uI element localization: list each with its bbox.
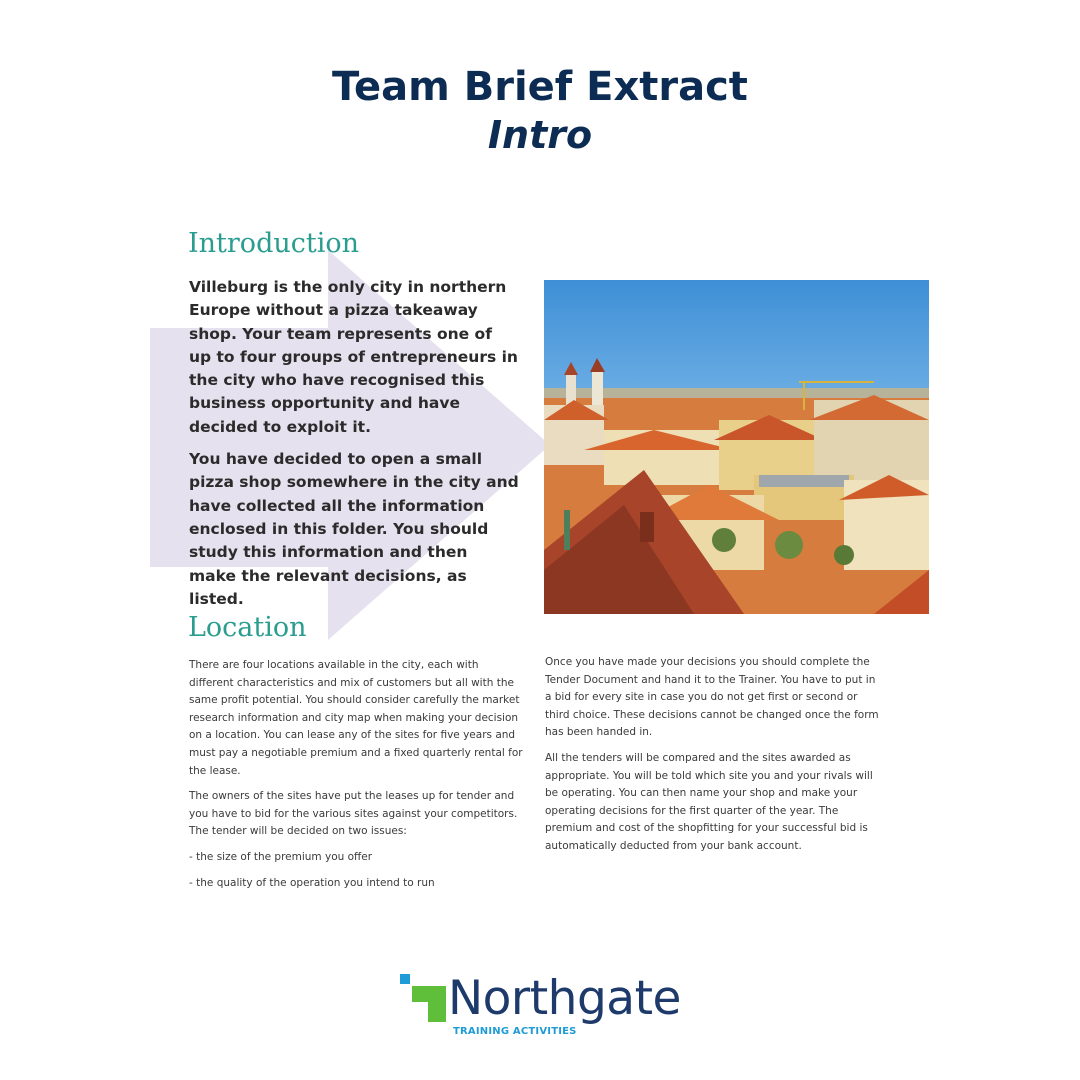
location-paragraph: All the tenders will be compared and the sites awarded as appropriate. You will be told which site you and your rivals will be operating. You can then name your shop and make your operating decisions for the first quarter of the year. The premium and cost of the shopfitting for your successful bid is automatically deducted from your bank account.: [545, 751, 873, 852]
logo-mark-icon: [398, 972, 448, 1027]
location-heading: Location: [188, 612, 307, 643]
location-list-item: - the size of the premium you offer: [189, 850, 373, 863]
logo-brand: Northgate: [448, 971, 681, 1026]
introduction-heading: Introduction: [188, 228, 359, 259]
location-paragraph: There are four locations available in the city, each with different characteristics and mix of customers but all with the same profit potential. You should consider carefully the market research information and city map when making your decision on a location. You can lease any of the sites for five years and must pay a negotiable premium and a fixed quarterly rental for the lease.: [189, 659, 523, 777]
page-title: Team Brief Extract: [332, 64, 748, 110]
location-right-column: [545, 654, 883, 864]
intro-paragraph: Villeburg is the only city in northern Europe without a pizza takeaway shop. Your team represents one of up to four groups of entrepreneurs in the city who have recognised this business opportunity and have decided to exploit it.: [189, 278, 518, 436]
page-title-block: [0, 62, 1080, 158]
city-rooftops-photo: [544, 280, 929, 614]
page-subtitle: Intro: [487, 113, 593, 157]
location-list-item: - the quality of the operation you intend to run: [189, 876, 435, 889]
northgate-logo: [398, 970, 688, 1045]
location-paragraph: The owners of the sites have put the leases up for tender and you have to bid for the various sites against your competitors. The tender will be decided on two issues:: [189, 790, 518, 838]
introduction-body: [189, 276, 519, 620]
logo-tagline: TRAINING ACTIVITIES: [453, 1026, 577, 1037]
intro-paragraph: You have decided to open a small pizza shop somewhere in the city and have collected all the information enclosed in this folder. You should study this information and then make the relevant decisions, as listed.: [189, 450, 519, 608]
location-paragraph: Once you have made your decisions you should complete the Tender Document and hand it to the Trainer. You have to put in a bid for every site in case you do not get first or second or third choice. These decisions cannot be changed once the form has been handed in.: [545, 656, 879, 739]
location-left-column: [189, 657, 524, 900]
